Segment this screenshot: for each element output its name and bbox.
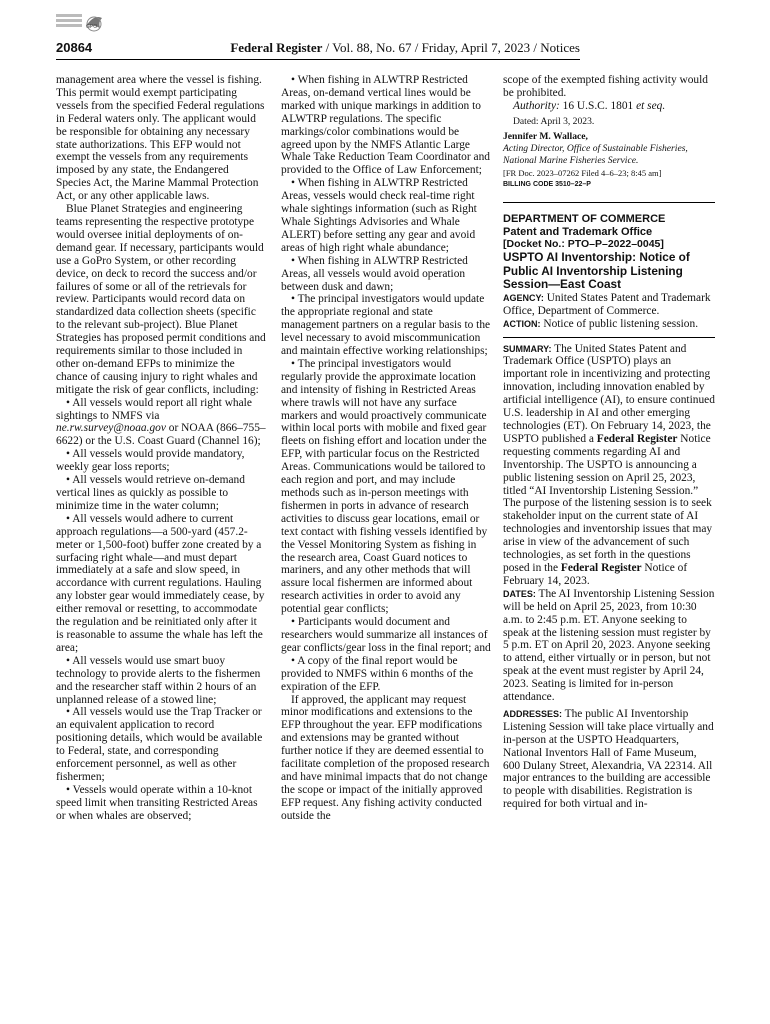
email-link[interactable]: ne.rw.survey@noaa.gov — [56, 422, 166, 435]
authority-etseq: et seq. — [636, 99, 666, 112]
summary-text: The United States Patent and Trademark Office (USPTO) plays an important role in incentivizing and protecting innovation, including innovation enabled by artificial intelligence (AI), to ensure continued U.S. leadership in AI and other emerging technologies (ET). On February 14, 2023, the USPTO published a — [503, 342, 715, 445]
billing-code: BILLING CODE 3510–22–P — [503, 180, 591, 188]
section-divider — [503, 202, 715, 203]
page-header — [56, 40, 580, 56]
summary-bold: Federal Register — [596, 432, 678, 445]
summary-text: Notice requesting comments regarding AI and Inventorship. The USPTO is announcing a public listening session on April 25, 2023, titled “AI Inventorship Listening Session.” The purpose of the listening session is to seek stakeholder input on the current state of AI technologies and inventorship issues that may arise in view of the advancement of such technologies, as set forth in the questions posed in the — [503, 432, 713, 574]
bullet-text: or NOAA (866–755–6622) or the U.S. Coast Guard (Channel 16); — [56, 422, 266, 448]
bullet-text: • All vessels would report all right whale sightings to NMFS via — [56, 396, 252, 422]
bullet-item: • All vessels would use smart buoy technology to provide alerts to the fishermen and the researcher staff within 2 hours of an unplanned release of a stowed line; — [56, 654, 261, 706]
dates-text: The AI Inventorship Listening Session will be held on April 25, 2023, from 10:30 a.m. to 2:45 p.m. ET. Anyone seeking to speak at the listening session must register by 5 p.m. ET on April 20, 2023. Anyone seeking to attend, either virtually or in person, but not speak at the event must register by April 24, 2023. Seating is limited for in-person attendance. — [503, 587, 715, 704]
bullet-item: • The principal investigators would regularly provide the approximate location and intensity of fishing in Restricted Areas where trawls will not have any surface markers and would proactively communicate within local ports with mobile and fixed gear fleets on fishing effort and location under the EFP, with particular focus on the Restricted Areas. Communications would be tailored to each region and port, and may include methods such as in-person meetings with fishermen in ports in advance of research activities to discuss gear locations, email or text contact with fishing vessels identified by the Vessel Monitoring System as fishing in the research area, Coast Guard notices to mariners, and any other methods that will assure local fishermen are informed about research activities in order to avoid any potential gear conflicts; — [281, 357, 488, 616]
dates-label: DATES: — [503, 588, 536, 599]
action-label: ACTION: — [503, 318, 541, 329]
issue-info: / Vol. 88, No. 67 / Friday, April 7, 2023 / Notices — [322, 40, 580, 55]
bullet-item: • When fishing in ALWTRP Restricted Areas, on-demand vertical lines would be marked with unique markings in addition to ALWTRP regulations. The specific markings/color combinations would be agreed upon by the NMFS Atlantic Large Whale Take Reduction Team Coordinator and provided to the Office of Law Enforcement; — [281, 74, 490, 177]
bullet-item: • When fishing in ALWTRP Restricted Areas, all vessels would avoid operation between dusk and dawn; — [281, 254, 468, 293]
addresses-label: ADDRESSES: — [503, 708, 563, 719]
journal-title: Federal Register — [230, 40, 323, 55]
paragraph: management area where the vessel is fishing. This permit would exempt participating vessels from the specified Federal regulations in Federal waters only. The applicant would be responsible for obtaining any necessary state authorizations. This EFP would not exempt the vessels from any requirements imposed by any state, the Endangered Species Act, the Marine Mammal Protection Act, or any other applicable laws. — [56, 74, 265, 203]
notice-title: USPTO AI Inventorship: Notice of Public AI Inventorship Listening Session—East Coast — [503, 250, 690, 292]
summary-paragraph — [503, 343, 715, 588]
action-text: Notice of public listening session. — [540, 317, 699, 330]
dates-paragraph — [503, 588, 715, 704]
header-rule — [56, 59, 580, 60]
bullet-item: • A copy of the final report would be provided to NMFS within 6 months of the expiration of the EFP. — [281, 654, 474, 693]
column-3 — [503, 74, 715, 811]
column-2 — [281, 74, 492, 823]
paragraph: Blue Planet Strategies and engineering teams representing the respective prototype would oversee initial deployments of on-demand gear. If necessary, participants would use a GoPro System, or other recording device, on deck to record the success and/or failures of some or all of the retrievals for review. Participants would record data on standardized data collection sheets (specific to the relevant sub-project). Blue Planet Strategies has proposed permit conditions and requirements similar to those included in other on-demand EFPs to minimize the chance of causing injury to right whales and mitigate the risk of gear conflicts, including: — [56, 203, 266, 396]
authority-line — [503, 100, 715, 113]
agency-text: United States Patent and Trademark Office, Department of Commerce. — [503, 291, 711, 317]
summary-rule — [503, 337, 715, 338]
dated-line: Dated: April 3, 2023. — [513, 115, 595, 127]
agency-line — [503, 292, 715, 318]
page-number: 20864 — [56, 40, 93, 55]
paragraph: If approved, the applicant may request minor modifications and extensions to the EFP throughout the year. EFP modifications and extensions may be granted without further notice if they are deemed essential to facilitate completion of the proposed research and have minimal impacts that do not change the scope or impact of the initially approved EFP request. Any fishing activity conducted outside the — [281, 693, 490, 822]
bullet-item: • The principal investigators would update the appropriate regional and state management partners on a regular basis to the level necessary to avoid miscommunication and maintain effective working relationships; — [281, 293, 491, 358]
bullet-item: • When fishing in ALWTRP Restricted Areas, vessels would check real-time right whale sightings information (such as Right Whale Sightings Advisories and Whale ALERT) before setting any gear and avoid areas of high right whale abundance; — [281, 177, 477, 254]
authority-text: 16 U.S.C. 1801 — [559, 99, 637, 112]
bullet-item: • Participants would document and researchers would summarize all instances of gear conflicts/gear loss in the final report; and — [281, 616, 491, 654]
summary-label: SUMMARY: — [503, 343, 552, 354]
authority-label: Authority: — [513, 99, 560, 112]
signer-title-text: Acting Director, Office of Sustainable Fisheries, National Marine Fisheries Service. — [503, 142, 688, 166]
bullet-item: • All vessels would retrieve on-demand vertical lines as quickly as possible to minimize time in the water column; — [56, 474, 245, 512]
gpo-logo-text: GPO — [86, 24, 98, 30]
running-head — [230, 40, 580, 56]
addresses-text: The public AI Inventorship Listening Session will take place virtually and in-person at the USPTO Headquarters, National Inventors Hall of Fame Museum, 600 Dulany Street, Alexandria, VA 22314. All major entrances to the building are accessible to people with disabilities. Registration is required for both virtual and in- — [503, 707, 714, 811]
summary-bold: Federal Register — [560, 561, 642, 574]
bullet-item: • All vessels would use the Trap Tracker or an equivalent application to record positioning details, which would be available to Federal, state, and corresponding enforcement personnel, as well as other fishermen; — [56, 706, 263, 783]
bullet-item — [56, 397, 266, 449]
addresses-paragraph — [503, 708, 715, 811]
signer-title — [503, 143, 715, 167]
gpo-eagle-logo-icon — [56, 12, 106, 36]
agency-label: AGENCY: — [503, 292, 544, 303]
bullet-item: • All vessels would adhere to current approach regulations—a 500-yard (457.2-meter or 1,500-foot) buffer zone created by a surfacing right whale—and must depart immediately at a safe and slow speed, in accordance with current regulations. Hauling any lobster gear would immediately cease, by either removal or resetting, to accommodate the regulation and be reinitiated only after it is reasonable to assume the whale has left the area; — [56, 512, 265, 654]
paragraph: scope of the exempted fishing activity would be prohibited. — [503, 74, 708, 99]
column-1 — [56, 74, 266, 823]
fr-doc-line: [FR Doc. 2023–07262 Filed 4–6–23; 8:45 am] — [503, 167, 662, 178]
bullet-item: • All vessels would provide mandatory, weekly gear loss reports; — [56, 448, 245, 474]
action-line — [503, 318, 715, 331]
docket-number: [Docket No.: PTO–P–2022–0045] — [503, 238, 664, 251]
office-heading: Patent and Trademark Office — [503, 225, 653, 238]
summary-text: Notice of February 14, 2023. — [503, 561, 688, 587]
bullet-item: • Vessels would operate within a 10-knot speed limit when transiting Restricted Areas or when whales are observed; — [56, 783, 258, 822]
signer-name: Jennifer M. Wallace, — [503, 130, 588, 142]
department-heading: DEPARTMENT OF COMMERCE — [503, 212, 666, 225]
